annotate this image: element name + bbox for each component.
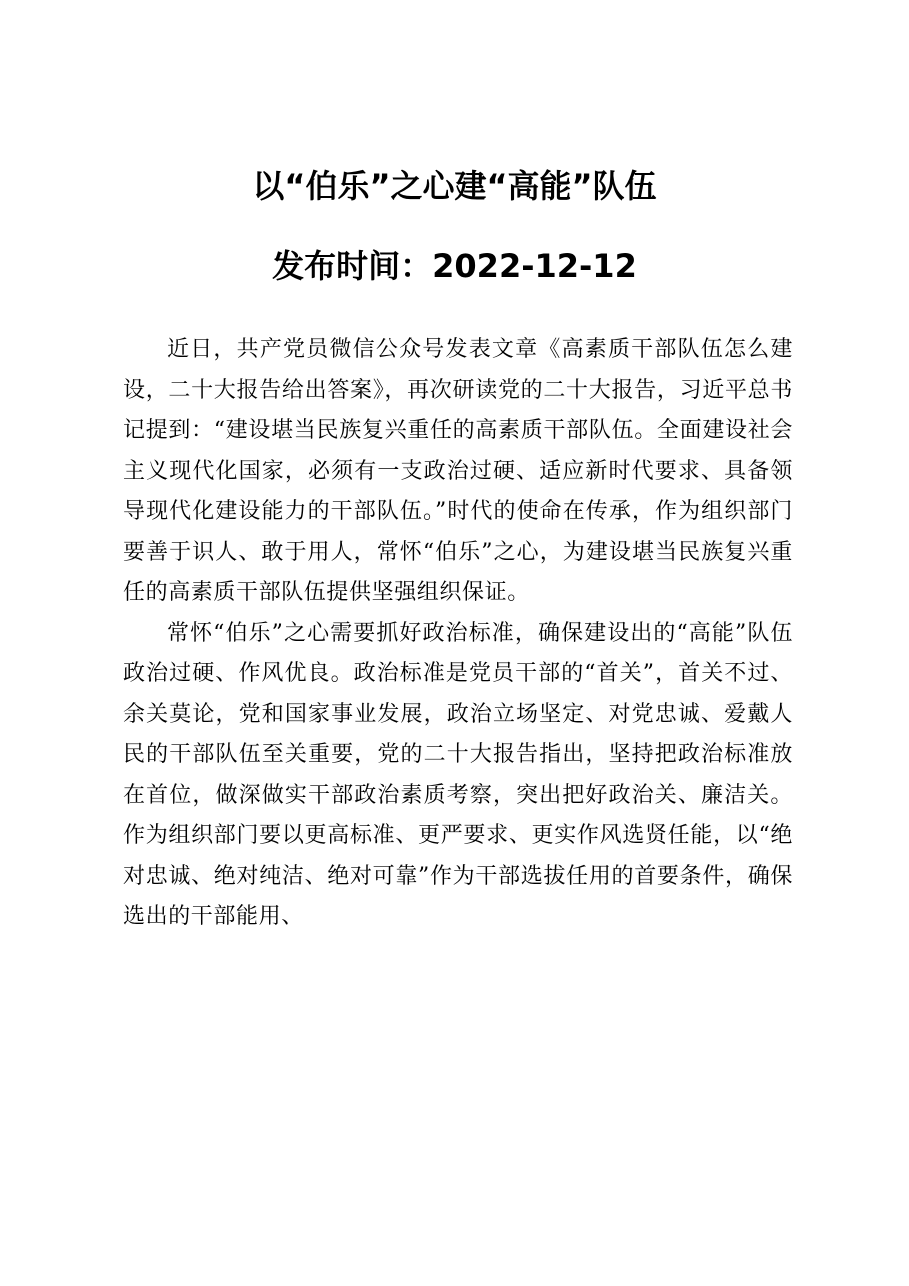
paragraph-1: 近日，共产党员微信公众号发表文章《高素质干部队伍怎么建设，二十大报告给出答案》，再次研读党的二十大报告，习近平总书记提到：“建设堪当民族复兴重任的高素质干部队伍。全面建设社会主义现代化国家，必须有一支政治过硬、适应新时代要求、具备领导现代化建设能力的干部队伍。”时代的使命在传承，作为组织部门要善于识人、敢于用人，常怀“伯乐”之心，为建设堪当民族复兴重任的高素质干部队伍提供坚强组织保证。 <box>123 337 793 605</box>
article-title: 以“伯乐”之心建“高能”队伍 <box>252 167 657 205</box>
paragraph-2: 常怀“伯乐”之心需要抓好政治标准，确保建设出的“高能”队伍政治过硬、作风优良。政治标准是党员干部的“首关”，首关不过、余关莫论，党和国家事业发展，政治立场坚定、对党忠诚、爱戴人民的干部队伍至关重要，党的二十大报告指出，坚持把政治标准放在首位，做深做实干部政治素质考察，突出把好政治关、廉洁关。作为组织部门要以更高标准、更严要求、更实作风选贤任能，以“绝对忠诚、绝对纯洁、绝对可靠”作为干部选拔任用的首要条件，确保选出的干部能用、 <box>123 620 793 929</box>
publish-date: 发布时间：2022-12-12 <box>272 247 637 285</box>
article-body <box>123 330 793 938</box>
